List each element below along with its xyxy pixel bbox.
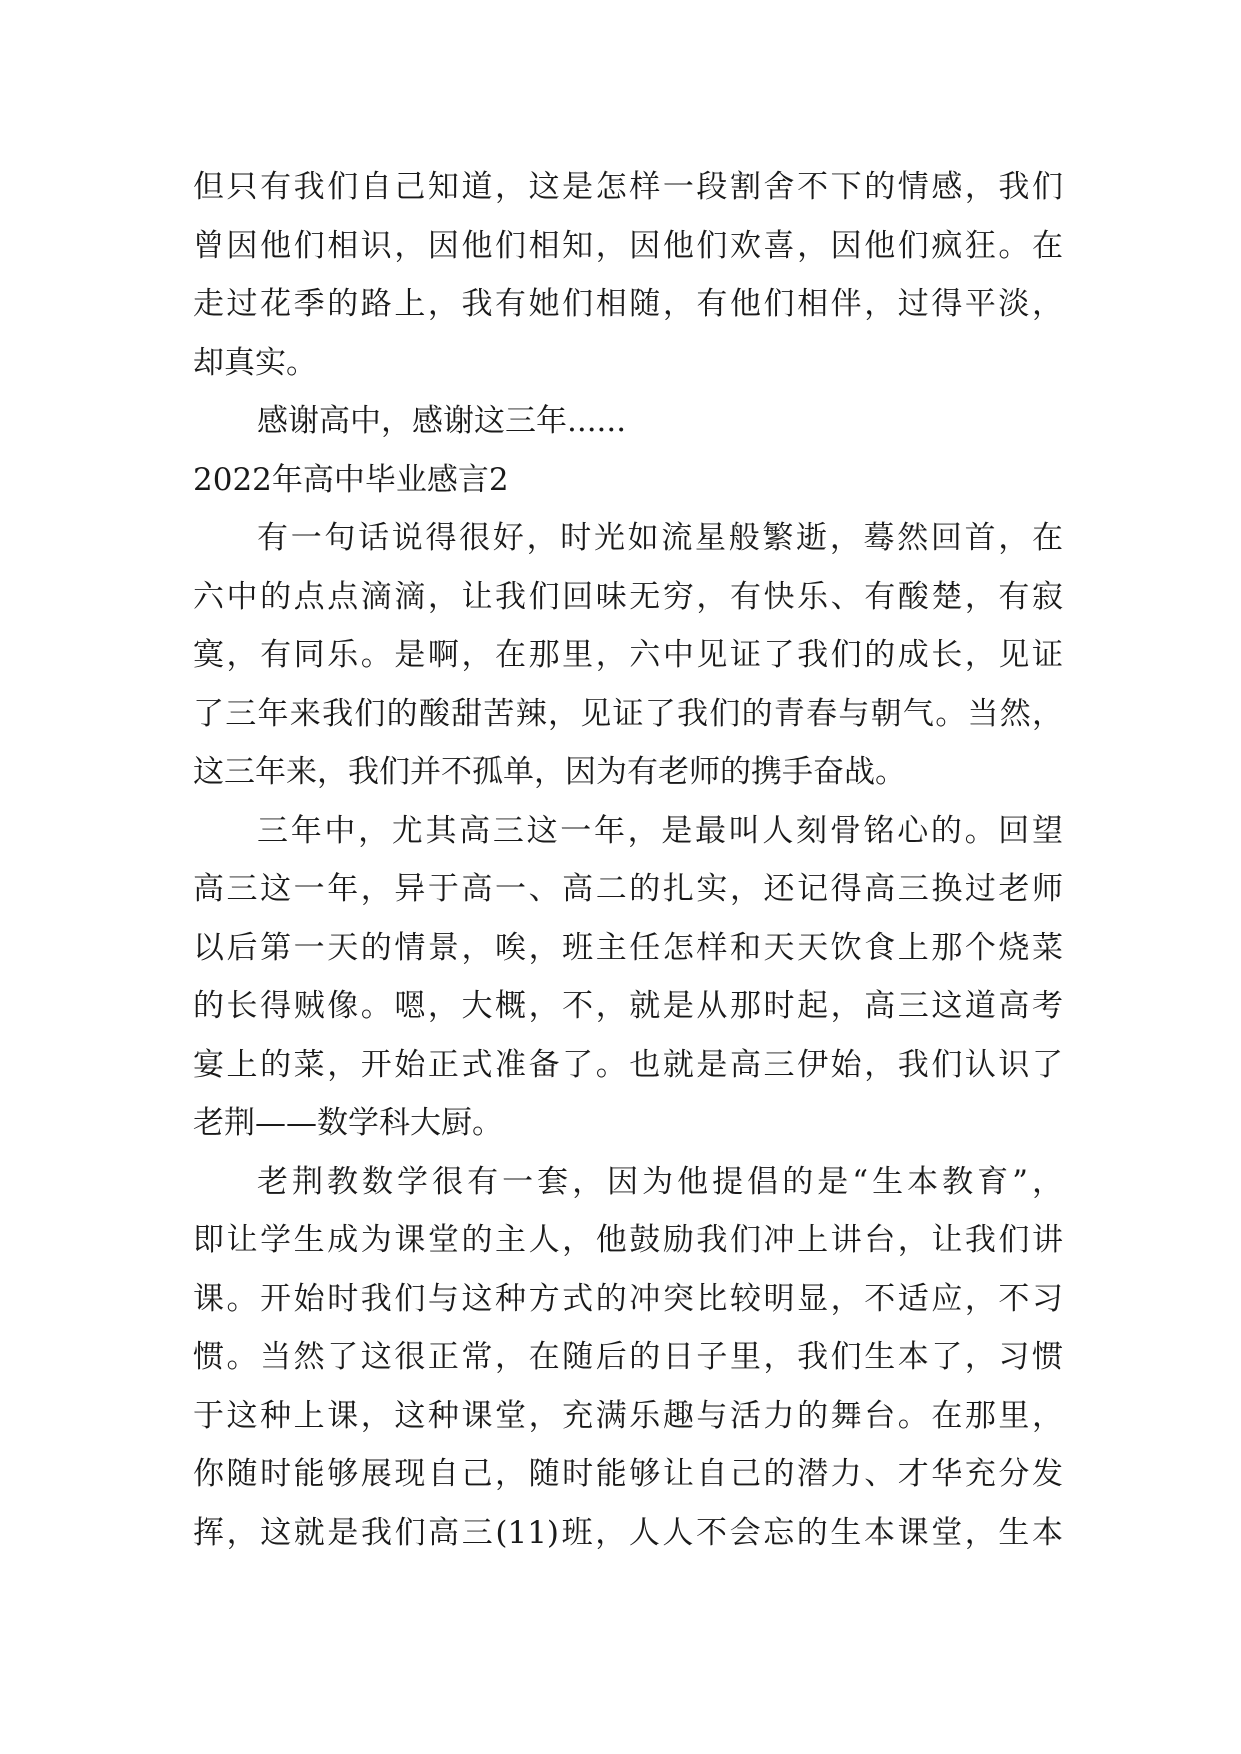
text-line: 宴上的菜，开始正式准备了。也就是高三伊始，我们认识了 <box>193 1046 1063 1083</box>
section-heading: 2022年高中毕业感言2 <box>193 461 509 498</box>
text-line: 走过花季的路上，我有她们相随，有他们相伴，过得平淡， <box>193 286 1063 322</box>
text-line: 即让学生成为课堂的主人，他鼓励我们冲上讲台，让我们讲 <box>193 1222 1063 1258</box>
document-body <box>193 158 1063 1562</box>
text-line: 的长得贼像。嗯，大概，不，就是从那时起，高三这道高考 <box>193 988 1063 1024</box>
text-line: 曾因他们相识，因他们相知，因他们欢喜，因他们疯狂。在 <box>193 227 1063 264</box>
text-line: 但只有我们自己知道，这是怎样一段割舍不下的情感，我们 <box>193 169 1063 205</box>
text-line: 这三年来，我们并不孤单，因为有老师的携手奋战。 <box>193 754 906 790</box>
text-line: 课。开始时我们与这种方式的冲突比较明显，不适应，不习 <box>193 1280 1063 1317</box>
text-line: 却真实。 <box>193 344 317 381</box>
text-line: 有一句话说得很好，时光如流星般繁逝，蓦然回首，在 <box>257 520 1063 556</box>
text-line: 三年中，尤其高三这一年，是最叫人刻骨铭心的。回望 <box>257 812 1063 849</box>
text-line: 于这种上课，这种课堂，充满乐趣与活力的舞台。在那里， <box>193 1397 1063 1434</box>
text-line: 高三这一年，异于高一、高二的扎实，还记得高三换过老师 <box>193 871 1063 907</box>
text-line: 挥，这就是我们高三(11)班，人人不会忘的生本课堂，生本 <box>193 1514 1063 1551</box>
text-line: 老荆教数学很有一套，因为他提倡的是“生本教育”， <box>257 1163 1063 1200</box>
text-line: 以后第一天的情景，唉，班主任怎样和天天饮食上那个烧菜 <box>193 929 1063 966</box>
text-line: 了三年来我们的酸甜苦辣，见证了我们的青春与朝气。当然， <box>193 695 1063 732</box>
text-line: 感谢高中，感谢这三年...... <box>257 403 627 439</box>
text-line: 老荆——数学科大厨。 <box>193 1105 503 1141</box>
text-line: 六中的点点滴滴，让我们回味无穷，有快乐、有酸楚，有寂 <box>193 578 1063 615</box>
text-line: 你随时能够展现自己，随时能够让自己的潜力、才华充分发 <box>193 1456 1063 1492</box>
text-line: 惯。当然了这很正常，在随后的日子里，我们生本了，习惯 <box>193 1339 1063 1375</box>
text-line: 寞，有同乐。是啊，在那里，六中见证了我们的成长，见证 <box>193 637 1063 673</box>
